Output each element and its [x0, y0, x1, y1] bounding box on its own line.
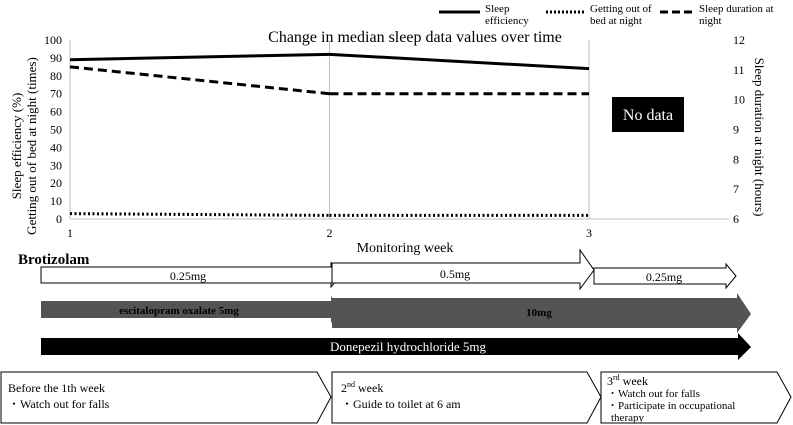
right-axis-title: Sleep duration at night (hours) [752, 57, 767, 217]
left-tick-label: 70 [50, 86, 62, 101]
brotizolam-dose-1: 0.25mg [169, 269, 207, 283]
x-tick-label: 1 [67, 226, 73, 240]
x-axis-ticks [67, 226, 592, 240]
right-tick-label: 12 [733, 33, 745, 47]
brotizolam-label: Brotizolam [18, 252, 90, 268]
right-tick-label: 9 [733, 122, 739, 137]
legend-solid-label-2: efficiency [485, 15, 529, 27]
right-axis-ticks [733, 33, 745, 226]
left-tick-label: 80 [50, 68, 62, 83]
left-axis-title-1: Sleep efficiency (%) [9, 92, 24, 200]
care-plan-1-title: Before the 1th week [8, 381, 105, 395]
series-dashed-segment [70, 67, 330, 94]
care-plan-3-item-2: ・Participate in occupational [607, 400, 736, 412]
legend-solid-label-1: Sleep [485, 3, 510, 15]
series-solid-segment [330, 54, 590, 68]
legend-dotted-label-2: bed at night [590, 15, 642, 27]
left-tick-label: 40 [50, 140, 62, 155]
legend-dashed-label-1: Sleep duration at [699, 3, 774, 15]
vertical-gridlines [70, 40, 589, 219]
donepezil-label: Donepezil hydrochloride 5mg [330, 339, 486, 354]
care-plan-2-title: 2nd week [341, 380, 384, 395]
chart-title: Change in median sleep data values over time [268, 29, 562, 46]
left-axis-title-2: Getting out of bed at night (times) [24, 57, 39, 235]
care-plan-3-title: 3rd week [607, 373, 648, 388]
left-tick-label: 90 [50, 50, 62, 65]
legend-dashed-label-2: night [699, 15, 722, 27]
brotizolam-dose-3: 0.25mg [645, 270, 683, 284]
right-tick-label: 7 [733, 182, 739, 197]
x-tick-label: 3 [586, 226, 592, 240]
escitalopram-dose-2: 10mg [526, 307, 552, 319]
right-tick-label: 11 [733, 62, 745, 77]
left-tick-label: 10 [50, 194, 62, 209]
care-plan-3-item-3: therapy [611, 412, 644, 424]
left-tick-label: 0 [56, 212, 62, 226]
left-tick-label: 30 [50, 158, 62, 173]
care-plan-1-item-1: ・Watch out for falls [8, 397, 110, 411]
right-tick-label: 10 [733, 92, 745, 107]
care-plan-3-item-1: ・Watch out for falls [607, 388, 700, 400]
left-tick-label: 20 [50, 176, 62, 191]
brotizolam-dose-2: 0.5mg [439, 267, 471, 281]
left-tick-label: 60 [50, 104, 62, 119]
care-plan-2-item-1: ・Guide to toilet at 6 am [341, 397, 461, 411]
no-data-label: No data [622, 107, 674, 124]
series-solid-segment [70, 54, 330, 59]
series-dotted-segment [70, 214, 330, 216]
left-tick-label: 50 [50, 122, 62, 137]
legend [439, 3, 774, 27]
right-tick-label: 8 [733, 152, 739, 167]
escitalopram-label: escitalopram oxalate 5mg [119, 305, 239, 317]
right-tick-label: 6 [733, 212, 739, 226]
left-tick-label: 100 [44, 33, 62, 47]
x-tick-label: 2 [326, 226, 333, 240]
legend-dotted-label-1: Getting out of [590, 3, 652, 15]
left-axis-ticks [44, 33, 62, 226]
x-axis-title: Monitoring week [356, 241, 454, 256]
